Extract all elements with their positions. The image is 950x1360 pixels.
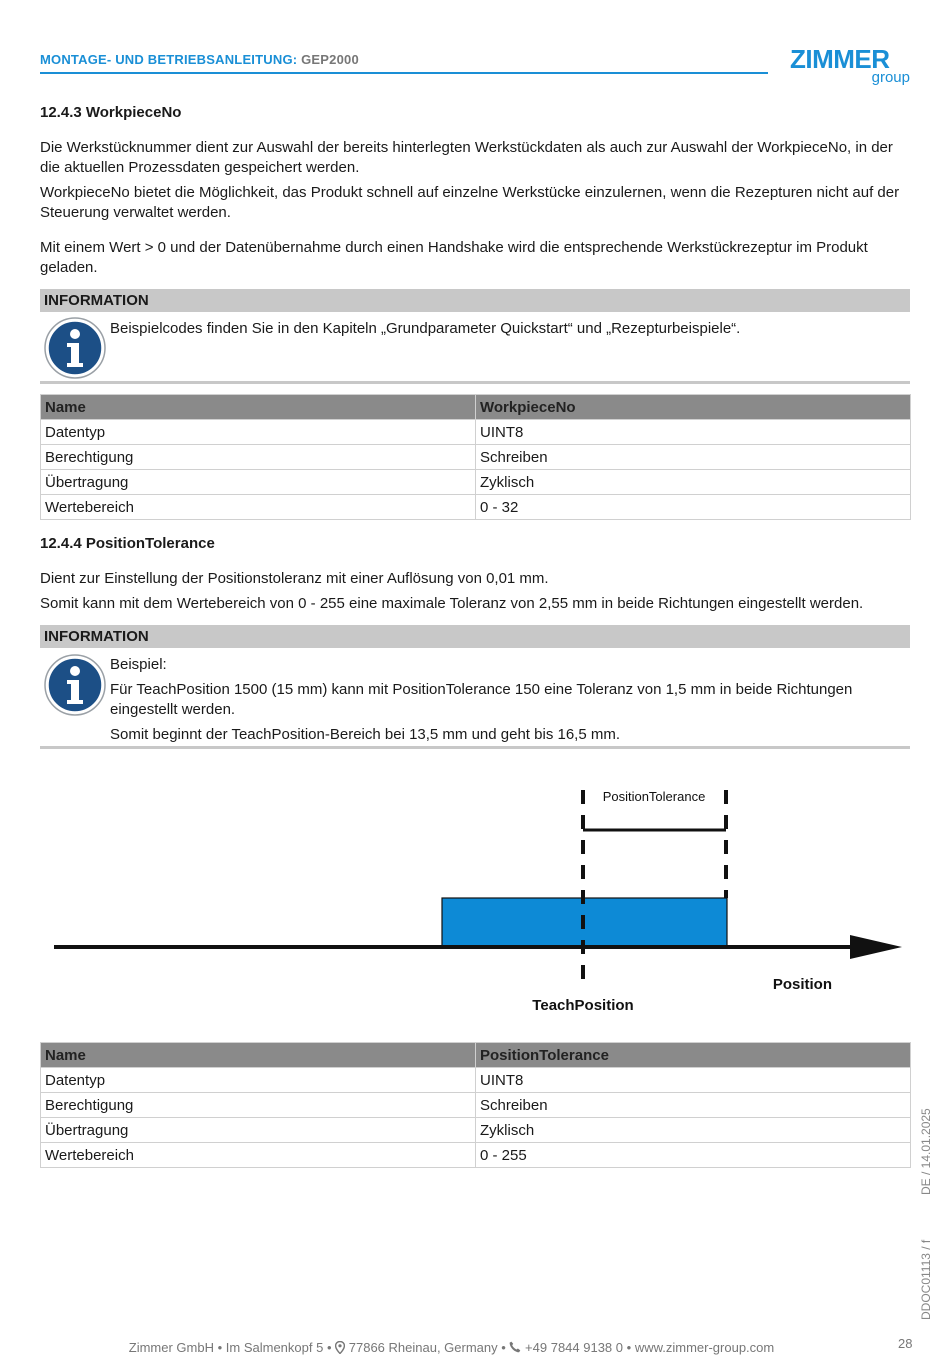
information-header: [40, 289, 910, 312]
table-header-cell: Name: [41, 395, 476, 420]
section-heading-workpieceno: 12.4.3 WorkpieceNo: [40, 104, 182, 121]
bullet-separator: •: [626, 1340, 635, 1355]
information-title: INFORMATION: [44, 292, 149, 309]
footer-city: 77866 Rheinau, Germany: [348, 1340, 498, 1355]
logo-wordmark: ZIMMER: [790, 44, 890, 74]
paragraph: Dient zur Einstellung der Positionstoleranz mit einer Auflösung von 0,01 mm.: [40, 570, 549, 587]
information-bottom-rule: [40, 381, 910, 384]
paragraph: Mit einem Wert > 0 und der Datenübernahme durch einen Handshake wird die entsprechende Werkstückrezeptur im Produkt geladen.: [40, 239, 868, 276]
table-cell: Übertragung: [41, 1118, 476, 1143]
table-header-cell: PositionTolerance: [476, 1043, 911, 1068]
information-icon: [44, 317, 106, 379]
information-text: Beispiel:: [110, 656, 167, 673]
document-title: [40, 52, 359, 67]
product-name: GEP2000: [301, 52, 359, 67]
table-cell: 0 - 255: [476, 1143, 911, 1168]
table-cell: Zyklisch: [476, 1118, 911, 1143]
table-cell: Zyklisch: [476, 470, 911, 495]
paragraph: WorkpieceNo bietet die Möglichkeit, das Produkt schnell auf einzelne Werkstücke einzulernen, wenn die Rezepturen nicht auf der Steuerung verwaltet werden.: [40, 184, 900, 221]
bullet-separator: •: [501, 1340, 510, 1355]
footer-website[interactable]: www.zimmer-group.com: [634, 1340, 775, 1355]
table-cell: Datentyp: [41, 420, 476, 445]
table-header-cell: Name: [41, 1043, 476, 1068]
table-header-cell: WorkpieceNo: [476, 395, 911, 420]
table-cell: Schreiben: [476, 1093, 911, 1118]
page-number: 28: [898, 1336, 913, 1351]
table-row: [41, 445, 911, 470]
zimmer-logo: [790, 44, 912, 90]
position-tolerance-diagram: [40, 770, 910, 1030]
information-text: Somit beginnt der TeachPosition-Bereich bei 13,5 mm und geht bis 16,5 mm.: [110, 726, 620, 743]
section-heading-positiontolerance: 12.4.4 PositionTolerance: [40, 535, 215, 552]
tolerance-label: PositionTolerance: [602, 789, 706, 804]
side-document-info: [917, 1105, 937, 1320]
table-cell: 0 - 32: [476, 495, 911, 520]
page-footer: [0, 1340, 903, 1355]
table-cell: Berechtigung: [41, 1093, 476, 1118]
footer-company: Zimmer GmbH: [128, 1340, 214, 1355]
parameter-table-positiontolerance: [40, 1042, 911, 1168]
table-cell: Wertebereich: [41, 495, 476, 520]
information-title: INFORMATION: [44, 628, 149, 645]
language-date: DE / 14.01.2025: [919, 1108, 933, 1195]
table-row: [41, 1118, 911, 1143]
paragraph: Somit kann mit dem Wertebereich von 0 - 255 eine maximale Toleranz von 2,55 mm in beide Richtungen eingestellt werden.: [40, 595, 864, 612]
table-row: [41, 420, 911, 445]
information-text: Beispielcodes finden Sie in den Kapiteln „Grundparameter Quickstart“ und „Rezepturbeispiele“.: [110, 320, 741, 337]
information-bottom-rule: [40, 746, 910, 749]
teach-position-label: TeachPosition: [532, 997, 634, 1014]
location-pin-icon: [335, 1341, 345, 1354]
table-cell: UINT8: [476, 420, 911, 445]
bullet-separator: •: [326, 1340, 336, 1355]
axis-arrowhead: [850, 935, 902, 959]
phone-icon: [509, 1341, 521, 1353]
parameter-table-workpieceno: [40, 394, 911, 520]
information-header: [40, 625, 910, 648]
logo-subtext: group: [871, 69, 910, 86]
bullet-separator: •: [217, 1340, 226, 1355]
header-rule: [40, 72, 768, 74]
footer-phone: +49 7844 9138 0: [525, 1340, 624, 1355]
table-row: [41, 1093, 911, 1118]
information-icon: [44, 654, 106, 716]
position-axis-label: Position: [772, 976, 832, 993]
document-id: DDOC01113 / f: [919, 1239, 933, 1320]
table-header-row: [41, 395, 911, 420]
table-row: [41, 1143, 911, 1168]
table-cell: Datentyp: [41, 1068, 476, 1093]
table-cell: Schreiben: [476, 445, 911, 470]
table-row: [41, 470, 911, 495]
title-text: MONTAGE- UND BETRIEBSANLEITUNG:: [40, 52, 298, 67]
footer-street: Im Salmenkopf 5: [225, 1340, 324, 1355]
table-cell: UINT8: [476, 1068, 911, 1093]
table-cell: Berechtigung: [41, 445, 476, 470]
information-text: Für TeachPosition 1500 (15 mm) kann mit PositionTolerance 150 eine Toleranz von 1,5 mm in beide Richtungen eingestellt werden.: [110, 681, 853, 718]
table-row: [41, 495, 911, 520]
table-cell: Wertebereich: [41, 1143, 476, 1168]
paragraph: Die Werkstücknummer dient zur Auswahl der bereits hinterlegten Werkstückdaten als auch zur Auswahl der WorkpieceNo, in der die aktuellen Prozessdaten gespeichert werden.: [40, 139, 893, 176]
table-header-row: [41, 1043, 911, 1068]
table-row: [41, 1068, 911, 1093]
table-cell: Übertragung: [41, 470, 476, 495]
